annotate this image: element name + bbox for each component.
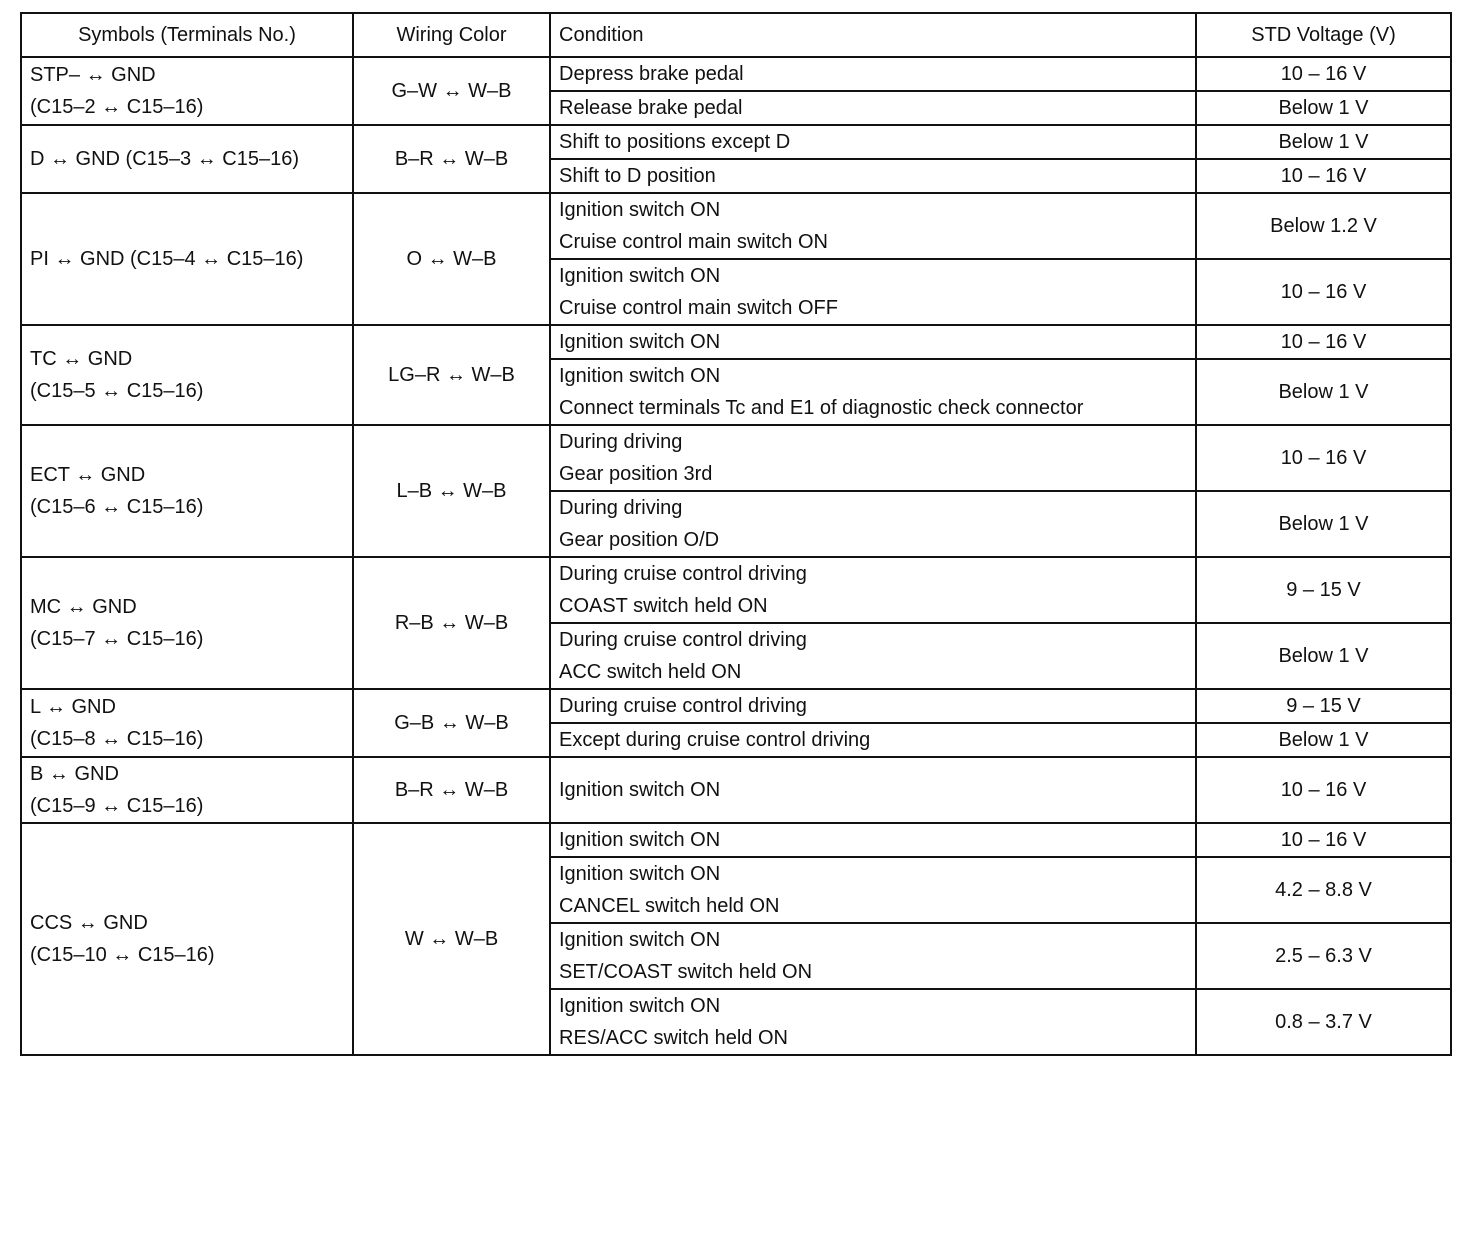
header-symbols: Symbols (Terminals No.) <box>21 13 353 57</box>
symbol-line: CCS ↔ GND <box>30 912 148 934</box>
condition-cell <box>550 823 1196 857</box>
symbol-line: (C15–8 ↔ C15–16) <box>30 728 204 750</box>
condition-line: Depress brake pedal <box>559 63 744 85</box>
std-voltage-cell: Below 1 V <box>1196 125 1451 159</box>
symbol-line: (C15–10 ↔ C15–16) <box>30 944 215 966</box>
symbol-cell <box>21 425 353 557</box>
condition-cell <box>550 989 1196 1055</box>
table-row <box>21 757 1451 823</box>
wiring-color-cell: L–B ↔ W–B <box>353 425 550 557</box>
wiring-color-cell: G–B ↔ W–B <box>353 689 550 757</box>
std-voltage-cell: 10 – 16 V <box>1196 325 1451 359</box>
std-voltage-cell: Below 1 V <box>1196 91 1451 125</box>
symbol-line: (C15–6 ↔ C15–16) <box>30 496 204 518</box>
std-voltage-cell: Below 1 V <box>1196 491 1451 557</box>
wiring-color-cell: G–W ↔ W–B <box>353 57 550 125</box>
symbol-line: (C15–9 ↔ C15–16) <box>30 795 204 817</box>
symbol-line: (C15–7 ↔ C15–16) <box>30 628 204 650</box>
condition-cell <box>550 91 1196 125</box>
std-voltage-cell: 9 – 15 V <box>1196 557 1451 623</box>
std-voltage-cell: 0.8 – 3.7 V <box>1196 989 1451 1055</box>
condition-line: Ignition switch ON <box>559 199 721 221</box>
condition-line: Shift to D position <box>559 165 716 187</box>
condition-line: CANCEL switch held ON <box>559 895 780 917</box>
condition-cell <box>550 923 1196 989</box>
condition-line: Ignition switch ON <box>559 779 721 801</box>
wiring-color-cell: B–R ↔ W–B <box>353 125 550 193</box>
std-voltage-cell: 10 – 16 V <box>1196 57 1451 91</box>
std-voltage-cell: Below 1 V <box>1196 723 1451 757</box>
symbol-cell <box>21 757 353 823</box>
symbol-line: PI ↔ GND (C15–4 ↔ C15–16) <box>30 248 304 270</box>
condition-line: RES/ACC switch held ON <box>559 1027 788 1049</box>
condition-cell <box>550 125 1196 159</box>
condition-line: Connect terminals Tc and E1 of diagnostic check connector <box>559 397 1084 419</box>
std-voltage-cell: Below 1 V <box>1196 359 1451 425</box>
std-voltage-cell: 4.2 – 8.8 V <box>1196 857 1451 923</box>
wiring-color-cell: R–B ↔ W–B <box>353 557 550 689</box>
symbol-line: D ↔ GND (C15–3 ↔ C15–16) <box>30 148 299 170</box>
condition-cell <box>550 623 1196 689</box>
condition-line: Ignition switch ON <box>559 365 721 387</box>
condition-line: During cruise control driving <box>559 695 807 717</box>
condition-cell <box>550 425 1196 491</box>
symbol-line: STP– ↔ GND <box>30 64 156 86</box>
condition-line: Gear position O/D <box>559 529 720 551</box>
symbol-cell <box>21 57 353 125</box>
std-voltage-cell: 10 – 16 V <box>1196 259 1451 325</box>
std-voltage-cell: Below 1 V <box>1196 623 1451 689</box>
table-row <box>21 425 1451 491</box>
condition-line: Ignition switch ON <box>559 829 721 851</box>
condition-line: ACC switch held ON <box>559 661 742 683</box>
table-row <box>21 125 1451 159</box>
condition-line: During driving <box>559 497 683 519</box>
symbol-cell <box>21 125 353 193</box>
condition-cell <box>550 689 1196 723</box>
condition-cell <box>550 57 1196 91</box>
condition-cell <box>550 757 1196 823</box>
wiring-color-cell: O ↔ W–B <box>353 193 550 325</box>
condition-line: Cruise control main switch ON <box>559 231 828 253</box>
table-row <box>21 557 1451 623</box>
condition-line: Ignition switch ON <box>559 863 721 885</box>
table-row <box>21 325 1451 359</box>
header-std-voltage: STD Voltage (V) <box>1196 13 1451 57</box>
symbol-line: MC ↔ GND <box>30 596 137 618</box>
condition-cell <box>550 557 1196 623</box>
condition-line: Release brake pedal <box>559 97 743 119</box>
condition-cell <box>550 723 1196 757</box>
symbol-cell <box>21 325 353 425</box>
condition-cell <box>550 359 1196 425</box>
table-row <box>21 689 1451 723</box>
std-voltage-cell: Below 1.2 V <box>1196 193 1451 259</box>
condition-cell <box>550 193 1196 259</box>
condition-line: During cruise control driving <box>559 563 807 585</box>
condition-cell <box>550 325 1196 359</box>
header-condition: Condition <box>550 13 1196 57</box>
symbol-cell <box>21 557 353 689</box>
wiring-color-cell: B–R ↔ W–B <box>353 757 550 823</box>
std-voltage-cell: 10 – 16 V <box>1196 757 1451 823</box>
condition-line: Cruise control main switch OFF <box>559 297 838 319</box>
symbol-line: ECT ↔ GND <box>30 464 146 486</box>
symbol-line: (C15–2 ↔ C15–16) <box>30 96 204 118</box>
std-voltage-cell: 9 – 15 V <box>1196 689 1451 723</box>
condition-cell <box>550 259 1196 325</box>
table-body <box>21 57 1451 1055</box>
condition-line: During driving <box>559 431 683 453</box>
condition-line: COAST switch held ON <box>559 595 768 617</box>
table-row <box>21 193 1451 259</box>
header-wiring-color: Wiring Color <box>353 13 550 57</box>
symbol-cell <box>21 823 353 1055</box>
symbol-line: (C15–5 ↔ C15–16) <box>30 380 204 402</box>
std-voltage-cell: 10 – 16 V <box>1196 159 1451 193</box>
table-row <box>21 57 1451 91</box>
std-voltage-cell: 10 – 16 V <box>1196 425 1451 491</box>
header-row <box>21 13 1451 57</box>
symbol-cell <box>21 193 353 325</box>
condition-line: SET/COAST switch held ON <box>559 961 813 983</box>
condition-cell <box>550 159 1196 193</box>
symbol-line: B ↔ GND <box>30 763 119 785</box>
condition-line: Ignition switch ON <box>559 995 721 1017</box>
symbol-cell <box>21 689 353 757</box>
condition-cell <box>550 857 1196 923</box>
condition-line: Ignition switch ON <box>559 265 721 287</box>
std-voltage-cell: 2.5 – 6.3 V <box>1196 923 1451 989</box>
wiring-color-cell: LG–R ↔ W–B <box>353 325 550 425</box>
condition-cell <box>550 491 1196 557</box>
condition-line: During cruise control driving <box>559 629 807 651</box>
condition-line: Except during cruise control driving <box>559 729 871 751</box>
symbol-line: L ↔ GND <box>30 696 116 718</box>
condition-line: Shift to positions except D <box>559 131 791 153</box>
table-row <box>21 823 1451 857</box>
wiring-color-cell: W ↔ W–B <box>353 823 550 1055</box>
std-voltage-cell: 10 – 16 V <box>1196 823 1451 857</box>
terminal-voltage-table <box>20 12 1452 1056</box>
symbol-line: TC ↔ GND <box>30 348 133 370</box>
condition-line: Ignition switch ON <box>559 929 721 951</box>
condition-line: Gear position 3rd <box>559 463 713 485</box>
condition-line: Ignition switch ON <box>559 331 721 353</box>
